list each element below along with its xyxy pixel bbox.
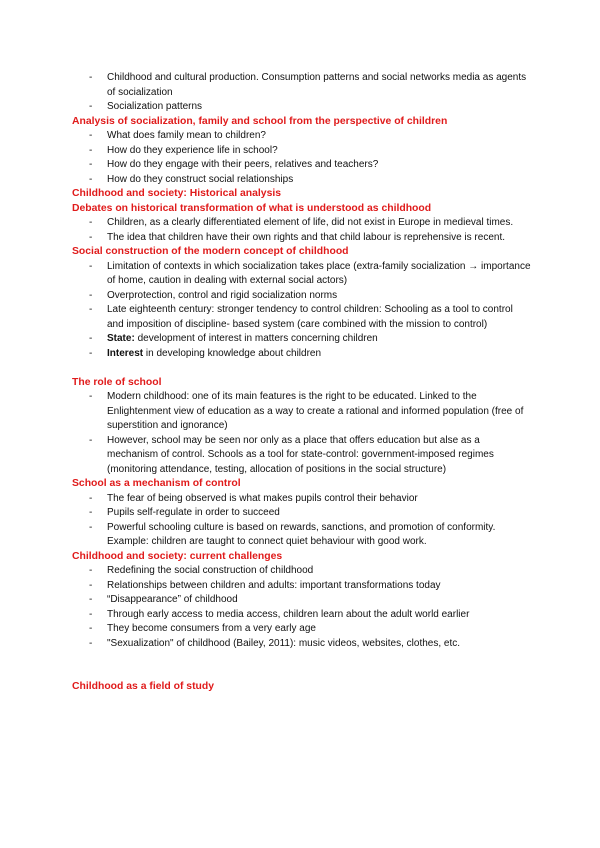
bullet-list [72, 260, 532, 362]
section-heading: Analysis of socialization, family and school from the perspective of children [72, 115, 448, 127]
list-item: - What does family mean to children? [72, 129, 532, 144]
bullet-list [72, 564, 532, 651]
list-item: - Powerful schooling culture is based on rewards, sanctions, and promotion of conformity. Example: children are taught to connect quiet behaviour with good work. [72, 521, 532, 550]
bullet-list [72, 492, 532, 550]
list-item: - How do they experience life in school? [72, 144, 532, 159]
list-item: - The idea that children have their own rights and that child labour is reprehensive is recent. [72, 231, 532, 246]
section-heading: Childhood and society: current challenges [72, 550, 283, 562]
list-item: - “Disappearance” of childhood [72, 593, 532, 608]
list-item: - "Sexualization" of childhood (Bailey, 2011): music videos, websites, clothes, etc. [72, 637, 532, 652]
list-item: - Pupils self-regulate in order to succeed [72, 506, 532, 521]
bullet-list [72, 216, 532, 245]
section-heading: The role of school [72, 376, 162, 388]
bullet-list [72, 129, 532, 187]
list-item: - Late eighteenth century: stronger tendency to control children: Schooling as a tool to control and imposition of discipline- based system (care combined with the mission to control) [72, 303, 532, 332]
list-item: - How do they engage with their peers, relatives and teachers? [72, 158, 532, 173]
list-item: - Modern childhood: one of its main features is the right to be educated. Linked to the Enlightenment view of education as a way to create a rational and informed population (free of superstition and ignorance) [72, 390, 532, 434]
list-item: - The fear of being observed is what makes pupils control their behavior [72, 492, 532, 507]
section-heading: Childhood as a field of study [72, 681, 215, 692]
list-item: - They become consumers from a very early age [72, 622, 532, 637]
bold-term: Interest [107, 347, 144, 359]
blank-lines [72, 651, 532, 680]
list-item: - Children, as a clearly differentiated element of life, did not exist in Europe in medieval times. [72, 216, 532, 231]
bullet-list [72, 71, 532, 115]
bullet-list [72, 390, 532, 477]
section-heading: Debates on historical transformation of what is understood as childhood [72, 202, 432, 214]
list-item: - However, school may be seen nor only as a place that offers education but alse as a mechanism of control. Schools as a tool for state-control: government-imposed regimes (monitoring attendance, testing, allocation of positions in the social structure) [72, 434, 532, 478]
list-item: - Limitation of contexts in which socialization takes place (extra-family socialization → importance of home, caution in dealing with external social actors) [72, 260, 532, 289]
list-item: - Childhood and cultural production. Consumption patterns and social networks media as agents of socialization [72, 71, 532, 100]
list-item: - Relationships between children and adults: important transformations today [72, 579, 532, 594]
list-item: - Socialization patterns [72, 100, 532, 115]
item-text: development of interest in matters concerning children [134, 333, 378, 344]
section-heading: Social construction of the modern concept of childhood [72, 246, 349, 257]
section-heading: Childhood and society: Historical analysis [72, 188, 282, 199]
list-item: - Through early access to media access, children learn about the adult world earlier [72, 608, 532, 623]
section-heading: School as a mechanism of control [72, 478, 241, 489]
list-item: - How do they construct social relationships [72, 173, 532, 188]
list-item: - Redefining the social construction of childhood [72, 564, 532, 579]
blank-line [72, 361, 532, 376]
document-content [72, 71, 532, 695]
list-item [72, 347, 532, 362]
list-item [72, 332, 532, 347]
bold-term: State: [107, 333, 135, 344]
list-item: - Overprotection, control and rigid socialization norms [72, 289, 532, 304]
item-text: in developing knowledge about children [143, 347, 322, 359]
